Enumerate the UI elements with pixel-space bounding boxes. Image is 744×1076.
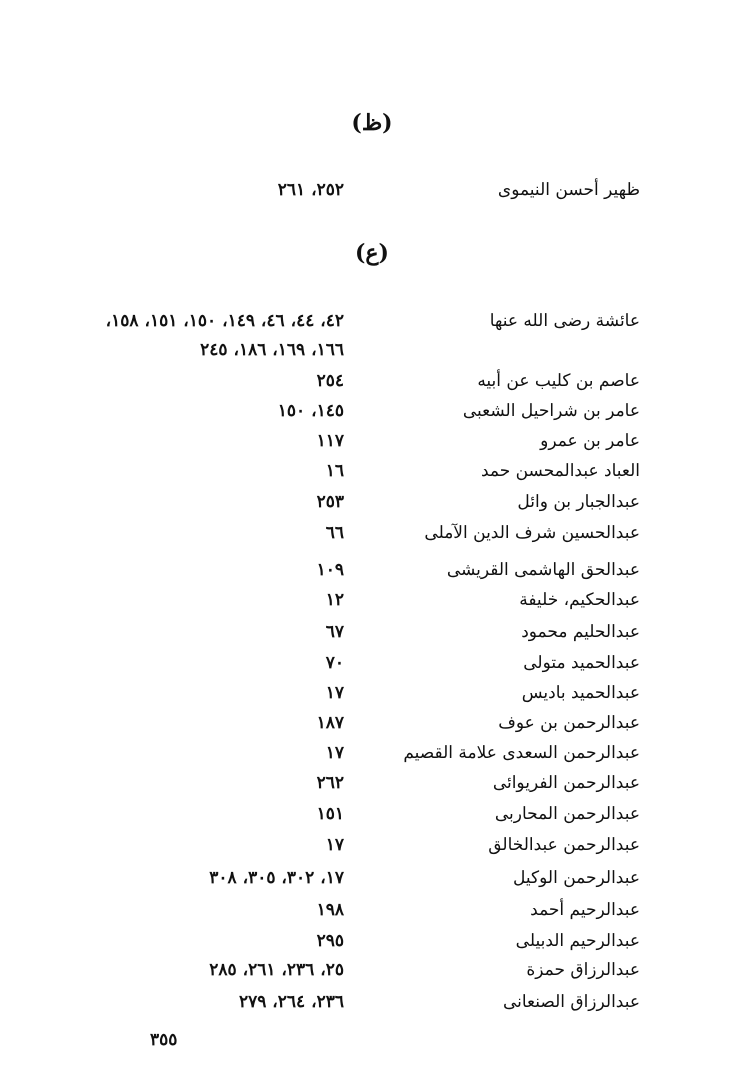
index-entry — [0, 426, 744, 456]
index-entry — [0, 738, 744, 768]
entry-name: عبدالرحمن الفريوائى — [492, 773, 640, 793]
entry-name: عبدالحميد باديس — [521, 683, 640, 703]
entry-pages: ١٤٥، ١٥٠ — [277, 401, 344, 421]
entry-pages: ١٨٧ — [316, 713, 344, 733]
index-entry — [0, 366, 744, 396]
entry-pages: ٦٦ — [325, 523, 344, 543]
section-heading-ain: (ع) — [355, 240, 389, 266]
entry-pages: ١٧ — [325, 683, 344, 703]
index-entry — [0, 617, 744, 647]
index-entry — [0, 678, 744, 708]
section-heading-zha: (ظ) — [351, 110, 393, 136]
index-entry — [0, 487, 744, 517]
index-entry — [0, 175, 744, 205]
index-entry — [0, 648, 744, 678]
page-number: ٣٥٥ — [150, 1030, 178, 1050]
index-entry — [0, 585, 744, 615]
index-entry-continuation — [0, 335, 744, 365]
entry-pages: ٢٥، ٢٣٦، ٢٦١، ٢٨٥ — [209, 960, 344, 980]
entry-name: عبدالحسين شرف الدين الآملى — [424, 523, 640, 543]
entry-pages: ١٧ — [325, 835, 344, 855]
entry-name: عبدالرحيم أحمد — [530, 900, 640, 920]
entry-pages: ١٠٩ — [316, 560, 344, 580]
index-entry — [0, 456, 744, 486]
entry-name: عاصم بن كليب عن أبيه — [477, 371, 640, 391]
entry-pages: ٢٥٢، ٢٦١ — [277, 180, 344, 200]
index-entry — [0, 518, 744, 548]
entry-name: عبدالرزاق حمزة — [526, 960, 640, 980]
index-entry — [0, 708, 744, 738]
index-entry — [0, 895, 744, 925]
entry-name: عبدالحليم محمود — [521, 622, 640, 642]
entry-pages: ٧٠ — [325, 653, 344, 673]
index-entry — [0, 768, 744, 798]
entry-pages: ١٦٦، ١٦٩، ١٨٦، ٢٤٥ — [200, 340, 344, 360]
entry-name: عامر بن شراحيل الشعبى — [462, 401, 640, 421]
entry-pages: ١١٧ — [316, 431, 344, 451]
index-entry — [0, 396, 744, 426]
entry-name: عبدالحكيم، خليفة — [519, 590, 640, 610]
entry-pages: ٤٢، ٤٤، ٤٦، ١٤٩، ١٥٠، ١٥١، ١٥٨، — [105, 311, 344, 331]
index-entry — [0, 926, 744, 956]
entry-name: عائشة رضى الله عنها — [489, 311, 640, 331]
index-entry — [0, 555, 744, 585]
entry-pages: ١٦ — [325, 461, 344, 481]
index-entry — [0, 987, 744, 1017]
entry-pages: ٢٥٤ — [316, 371, 344, 391]
entry-name: عبدالرحمن السعدى علامة القصيم — [403, 743, 640, 763]
entry-name: عبدالجبار بن وائل — [517, 492, 640, 512]
index-entry — [0, 306, 744, 336]
index-entry — [0, 955, 744, 985]
entry-name: عبدالرحمن الوكيل — [513, 868, 640, 888]
index-entry — [0, 830, 744, 860]
index-entry — [0, 863, 744, 893]
entry-pages: ١٢ — [325, 590, 344, 610]
entry-pages: ٦٧ — [325, 622, 344, 642]
entry-pages: ١٩٨ — [316, 900, 344, 920]
entry-name: ظهير أحسن النيموى — [497, 180, 640, 200]
entry-name: العباد عبدالمحسن حمد — [480, 461, 640, 481]
entry-pages: ١٧ — [325, 743, 344, 763]
entry-pages: ٢٣٦، ٢٦٤، ٢٧٩ — [238, 992, 344, 1012]
entry-name: عامر بن عمرو — [540, 431, 640, 451]
entry-name: عبدالرزاق الصنعانى — [502, 992, 640, 1012]
entry-pages: ٢٩٥ — [316, 931, 344, 951]
entry-pages: ٢٥٣ — [316, 492, 344, 512]
entry-name: عبدالرحمن المحاربى — [494, 804, 640, 824]
entry-name: عبدالحميد متولى — [523, 653, 640, 673]
entry-pages: ٢٦٢ — [316, 773, 344, 793]
entry-pages: ١٥١ — [316, 804, 344, 824]
index-entry — [0, 799, 744, 829]
entry-name: عبدالرحمن بن عوف — [498, 713, 640, 733]
entry-pages: ١٧، ٣٠٢، ٣٠٥، ٣٠٨ — [209, 868, 344, 888]
entry-name: عبدالحق الهاشمى القريشى — [446, 560, 640, 580]
entry-name: عبدالرحمن عبدالخالق — [488, 835, 640, 855]
entry-name: عبدالرحيم الدبيلى — [515, 931, 640, 951]
